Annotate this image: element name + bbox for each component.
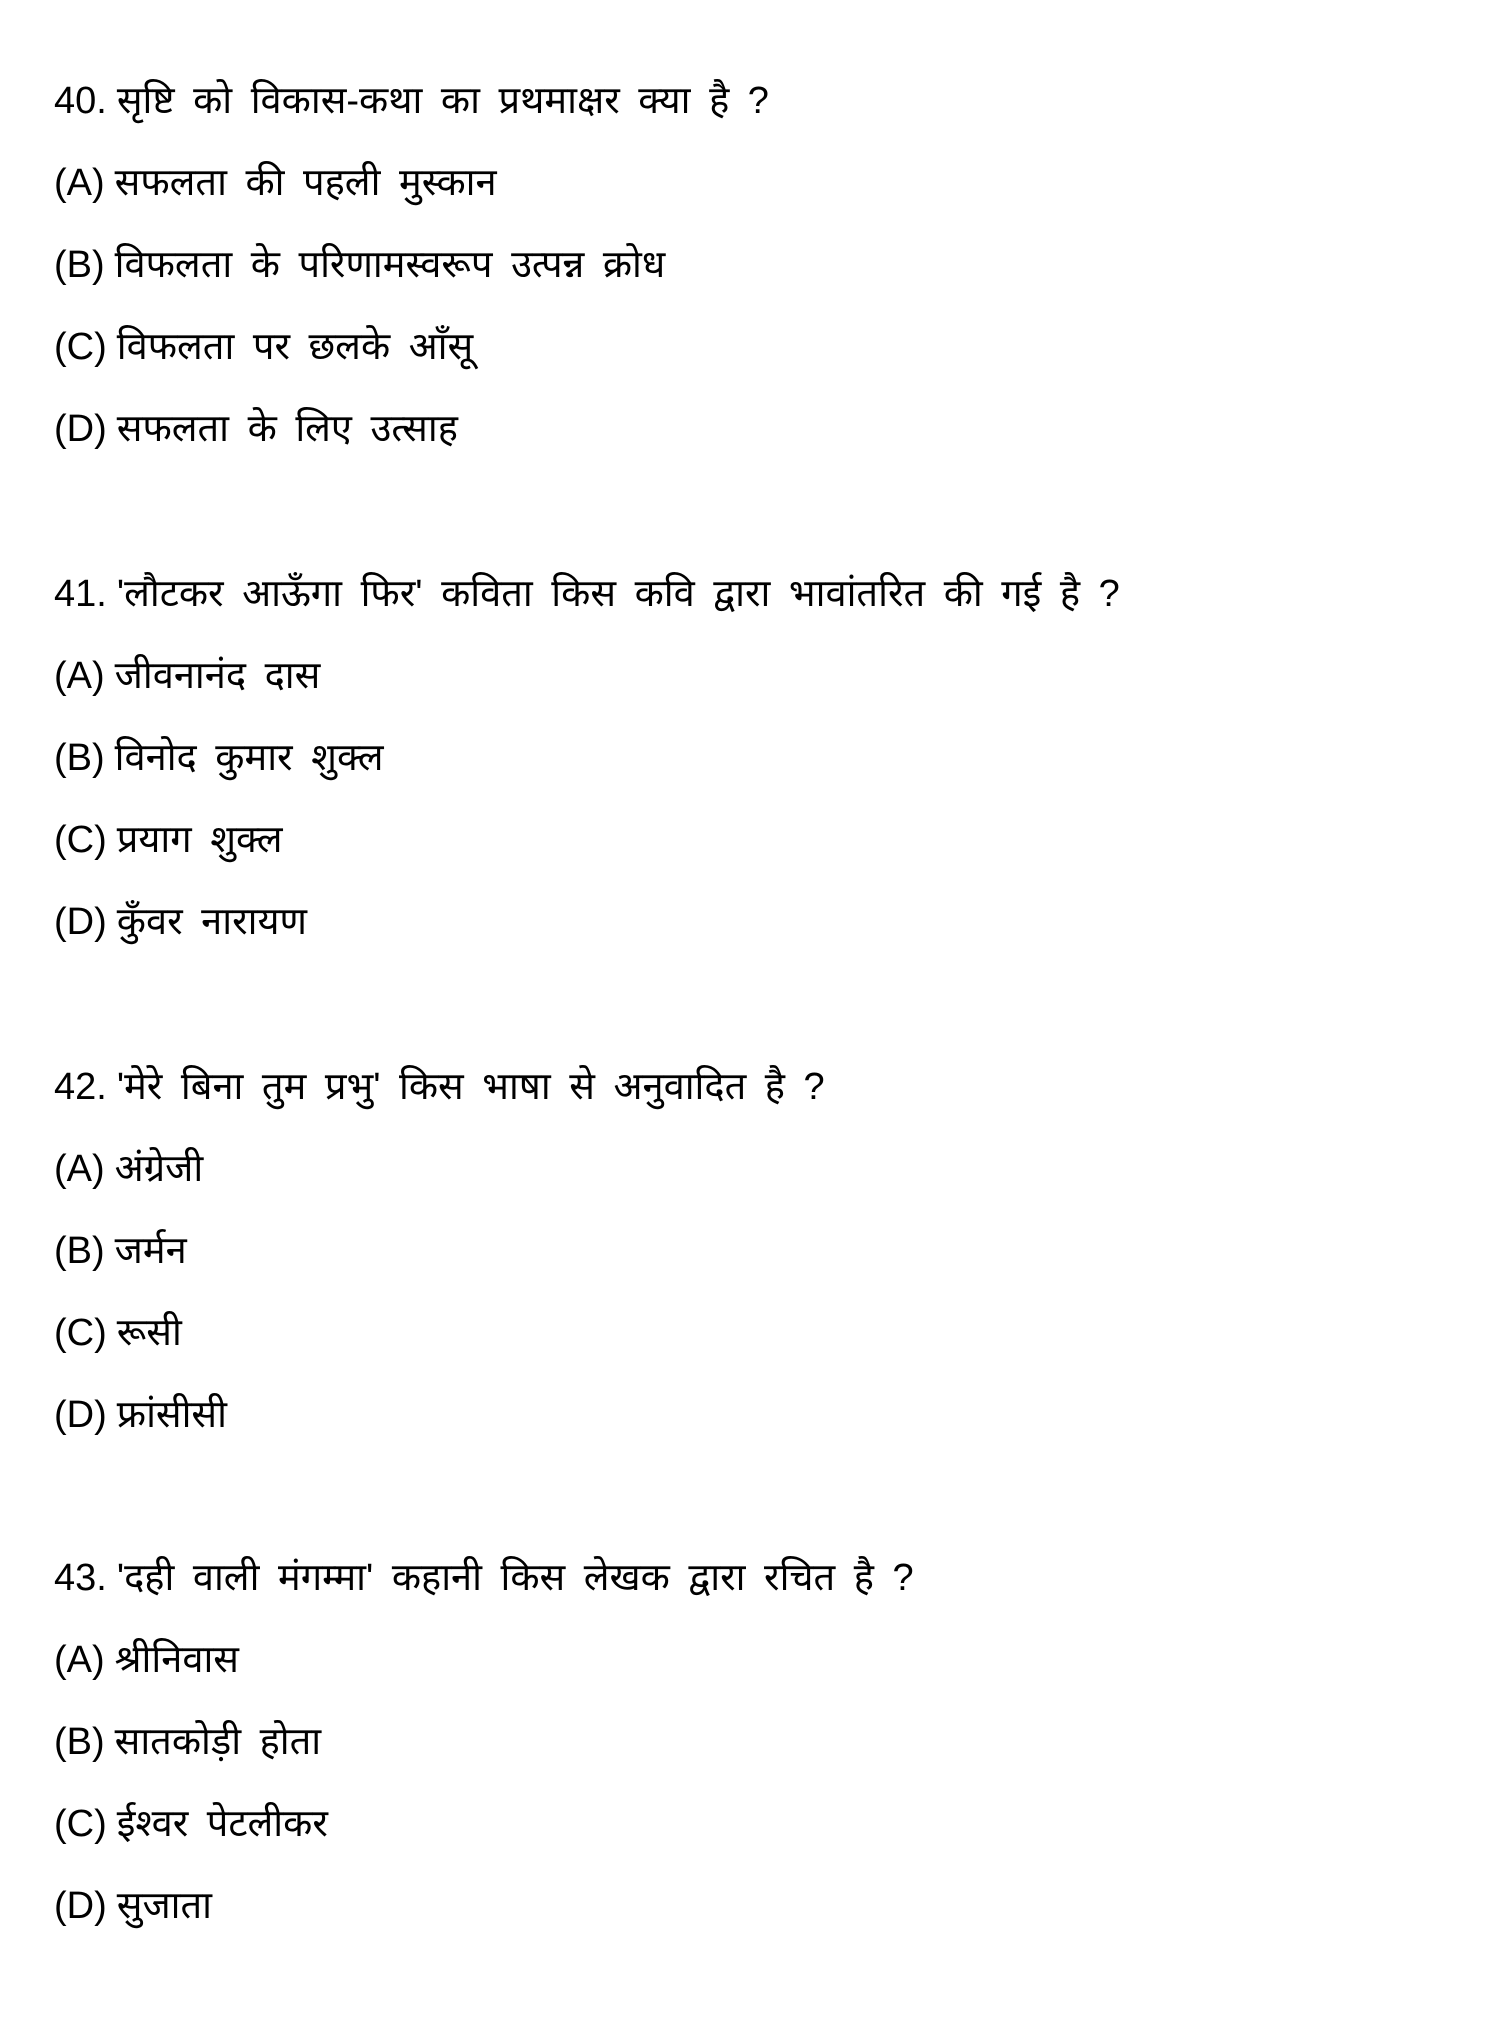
answer-option: [54, 388, 1474, 470]
question-stem: [54, 1537, 1474, 1619]
option-label: (D): [54, 1885, 107, 1927]
answer-option: [54, 717, 1474, 799]
answer-option: [54, 1374, 1474, 1456]
answer-option: [54, 1701, 1474, 1783]
option-text: रूसी: [116, 1312, 182, 1354]
answer-option: [54, 1128, 1474, 1210]
option-label: (C): [54, 819, 107, 861]
option-text: प्रयाग शुक्ल: [116, 819, 283, 861]
question-text: 'मेरे बिना तुम प्रभु' किस भाषा से अनुवादित है ?: [116, 1066, 825, 1108]
option-label: (C): [54, 1312, 107, 1354]
option-label: (B): [54, 1721, 105, 1763]
option-label: (B): [54, 1230, 105, 1272]
answer-option: [54, 306, 1474, 388]
question-block: [54, 553, 1474, 963]
answer-option: [54, 1292, 1474, 1374]
question-text: सृष्टि को विकास-कथा का प्रथमाक्षर क्या है ?: [116, 80, 769, 122]
answer-option: [54, 1783, 1474, 1865]
option-label: (B): [54, 737, 105, 779]
option-text: अंग्रेजी: [114, 1148, 204, 1190]
option-text: विनोद कुमार शुक्ल: [114, 737, 384, 779]
option-text: फ्रांसीसी: [116, 1394, 227, 1436]
answer-option: [54, 142, 1474, 224]
answer-option: [54, 1210, 1474, 1292]
option-label: (D): [54, 408, 107, 450]
answer-option: [54, 635, 1474, 717]
option-label: (C): [54, 326, 107, 368]
question-text: 'दही वाली मंगम्मा' कहानी किस लेखक द्वारा रचित है ?: [116, 1557, 914, 1599]
question-stem: [54, 553, 1474, 635]
option-label: (D): [54, 901, 107, 943]
option-text: विफलता के परिणामस्वरूप उत्पन्न क्रोध: [114, 244, 666, 286]
option-label: (A): [54, 1148, 105, 1190]
question-block: [54, 1046, 1474, 1456]
option-text: कुँवर नारायण: [116, 901, 308, 943]
option-label: (C): [54, 1803, 107, 1845]
option-label: (A): [54, 655, 105, 697]
option-text: जर्मन: [114, 1230, 187, 1272]
question-number: 41.: [54, 573, 107, 615]
answer-option: [54, 881, 1474, 963]
option-label: (B): [54, 244, 105, 286]
option-text: जीवनानंद दास: [114, 655, 321, 697]
option-label: (D): [54, 1394, 107, 1436]
question-block: [54, 1537, 1474, 1947]
option-text: विफलता पर छलके आँसू: [116, 326, 474, 368]
question-block: [54, 60, 1474, 470]
option-label: (A): [54, 162, 105, 204]
option-label: (A): [54, 1639, 105, 1681]
question-stem: [54, 60, 1474, 142]
option-text: श्रीनिवास: [114, 1639, 239, 1681]
answer-option: [54, 224, 1474, 306]
answer-option: [54, 1865, 1474, 1947]
answer-option: [54, 799, 1474, 881]
question-number: 42.: [54, 1066, 107, 1108]
option-text: सफलता की पहली मुस्कान: [114, 162, 497, 204]
question-stem: [54, 1046, 1474, 1128]
answer-option: [54, 1619, 1474, 1701]
question-number: 40.: [54, 80, 107, 122]
option-text: सफलता के लिए उत्साह: [116, 408, 458, 450]
option-text: ईश्वर पेटलीकर: [116, 1803, 328, 1845]
question-text: 'लौटकर आऊँगा फिर' कविता किस कवि द्वारा भावांतरित की गई है ?: [116, 573, 1120, 615]
option-text: सातकोड़ी होता: [114, 1721, 322, 1763]
question-number: 43.: [54, 1557, 107, 1599]
option-text: सुजाता: [116, 1885, 212, 1927]
